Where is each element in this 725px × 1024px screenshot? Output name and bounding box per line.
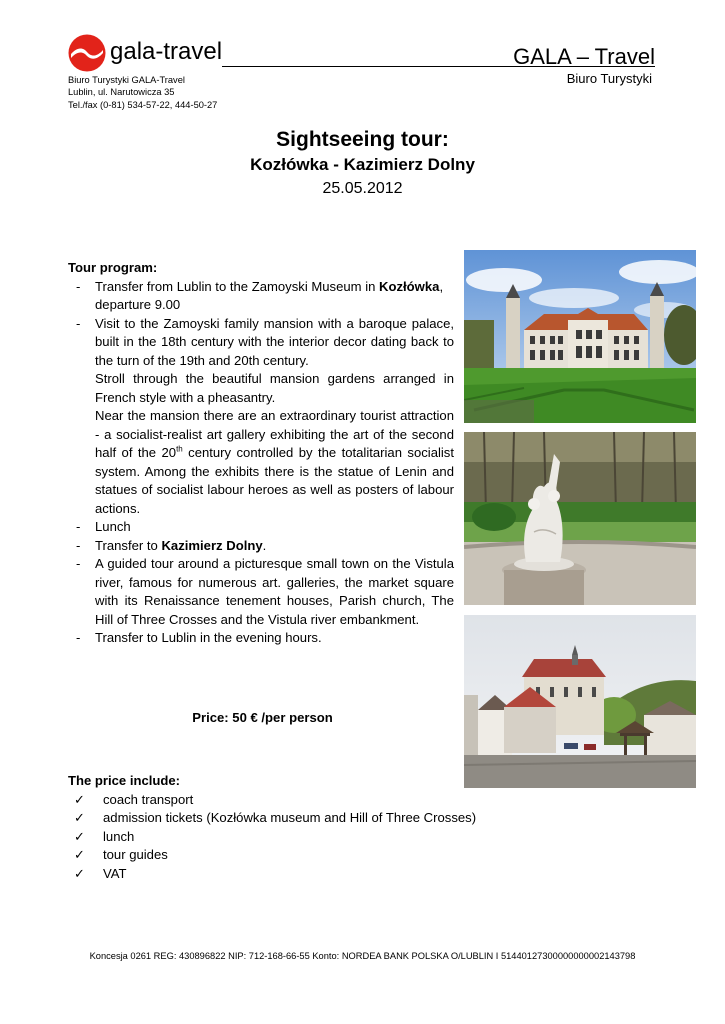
gala-travel-logo-icon [68, 34, 106, 72]
program-paragraph: Stroll through the beautiful mansion gardens arranged in French style with a pheasantry. [95, 371, 454, 405]
address-line: Tel./fax (0-81) 534-57-22, 444-50-27 [68, 99, 218, 110]
includes-item-text: coach transport [103, 791, 194, 807]
program-item: - Transfer from Lublin to the Zamoyski Museum in Kozłówka, departure 9.00 [68, 278, 454, 315]
program-item: - Visit to the Zamoyski family mansion with a baroque palace, built in the 18th century with the interior decor dating back to the turn of the 19th and 20th century. [76, 315, 454, 368]
program-heading: Tour program: [68, 260, 158, 275]
program-item: - Transfer to Lublin in the evening hours. [76, 630, 322, 645]
program-item-text: Lunch [95, 519, 131, 534]
photo-kozlowka-palace [464, 250, 696, 423]
checkmark-icon: ✓ [74, 865, 85, 881]
program-paragraph [68, 407, 454, 518]
includes-item [68, 791, 568, 810]
program-item-text: . [262, 537, 267, 553]
company-address [68, 74, 217, 111]
photo-garden-statue [464, 432, 696, 605]
program-item: - Transfer to Kazimierz Dolny. [76, 537, 267, 553]
title-block [0, 126, 725, 201]
tour-date: 25.05.2012 [322, 180, 403, 197]
program-paragraph-text: Near the mansion there are an extraordinary tourist attraction - a socialist-realist art gallery exhibiting the art of the second half of the 20 [95, 408, 454, 460]
includes-item-text: tour guides [103, 847, 168, 862]
program-item-bold: Kazimierz Dolny [161, 537, 263, 553]
includes-heading: The price include: [68, 773, 181, 788]
checkmark-icon: ✓ [74, 791, 85, 807]
checkmark-icon: ✓ [74, 810, 85, 825]
address-line: Biuro Turystyki GALA-Travel [68, 75, 185, 85]
program-paragraph-text: century controlled by the totalitarian socialist system. Among the exhibits there is the statue of Lenin and statues of socialist labour heroes as well as posters of labour actions. [95, 445, 454, 516]
program-item: - Lunch [76, 519, 131, 534]
checkmark-icon: ✓ [74, 847, 85, 862]
tour-route: Kozłówka - Kazimierz Dolny [250, 155, 475, 174]
program-item: - A guided tour around a picturesque small town on the Vistula river, famous for numerous art. galleries, the market square with its Renaissance tenement houses, Parish church, The Hill of Three Crosses and the Vistula river embankment. [76, 556, 454, 627]
includes-item-text: admission tickets (Kozłówka museum and Hill of Three Crosses) [103, 810, 477, 825]
company-subtitle: Biuro Turystyki [566, 71, 652, 86]
program-item-bold: Kozłówka [379, 278, 440, 294]
program-item-text: departure 9.00 [95, 297, 181, 312]
program-item-text: Visit to the Zamoyski family mansion with a baroque palace, built in the 18th century with the interior decor dating back to the turn of the 19th and 20th century. [95, 315, 454, 368]
brand-name: gala-travel [110, 38, 223, 65]
program-item-text: Transfer to [95, 537, 162, 553]
checkmark-icon: ✓ [74, 828, 85, 844]
includes-item [68, 846, 568, 865]
program-item-text: Transfer from Lublin to the Zamoyski Museum in [95, 278, 380, 294]
page-title: Sightseeing tour: [276, 128, 449, 151]
address-line: Lublin, ul. Narutowicza 35 [68, 87, 175, 98]
includes-item-text: lunch [103, 828, 135, 844]
includes-item [68, 809, 568, 828]
program-item-text: , [439, 278, 444, 294]
price-includes [68, 772, 568, 883]
footer-company-details: Koncesja 0261 REG: 430896822 NIP: 712-168-66-55 Konto: NORDEA BANK POLSKA O/LUBLIN I 51440127300000000002143798 [89, 951, 636, 961]
includes-item [68, 865, 568, 884]
includes-item-text: VAT [103, 865, 127, 881]
price: Price: 50 € /per person [192, 710, 333, 725]
program-item-text: Transfer to Lublin in the evening hours. [95, 630, 322, 645]
photo-kazimierz-market-square [464, 615, 696, 788]
includes-item [68, 828, 568, 847]
program-item-text: A guided tour around a picturesque small town on the Vistula river, famous for numerous art. galleries, the market square with its Renaissance tenement houses, Parish church, The Hill of Three Crosses and the Vistula river embankment. [95, 556, 454, 627]
company-title: GALA – Travel [513, 44, 655, 69]
superscript: th [176, 444, 183, 454]
tour-program [68, 259, 454, 648]
